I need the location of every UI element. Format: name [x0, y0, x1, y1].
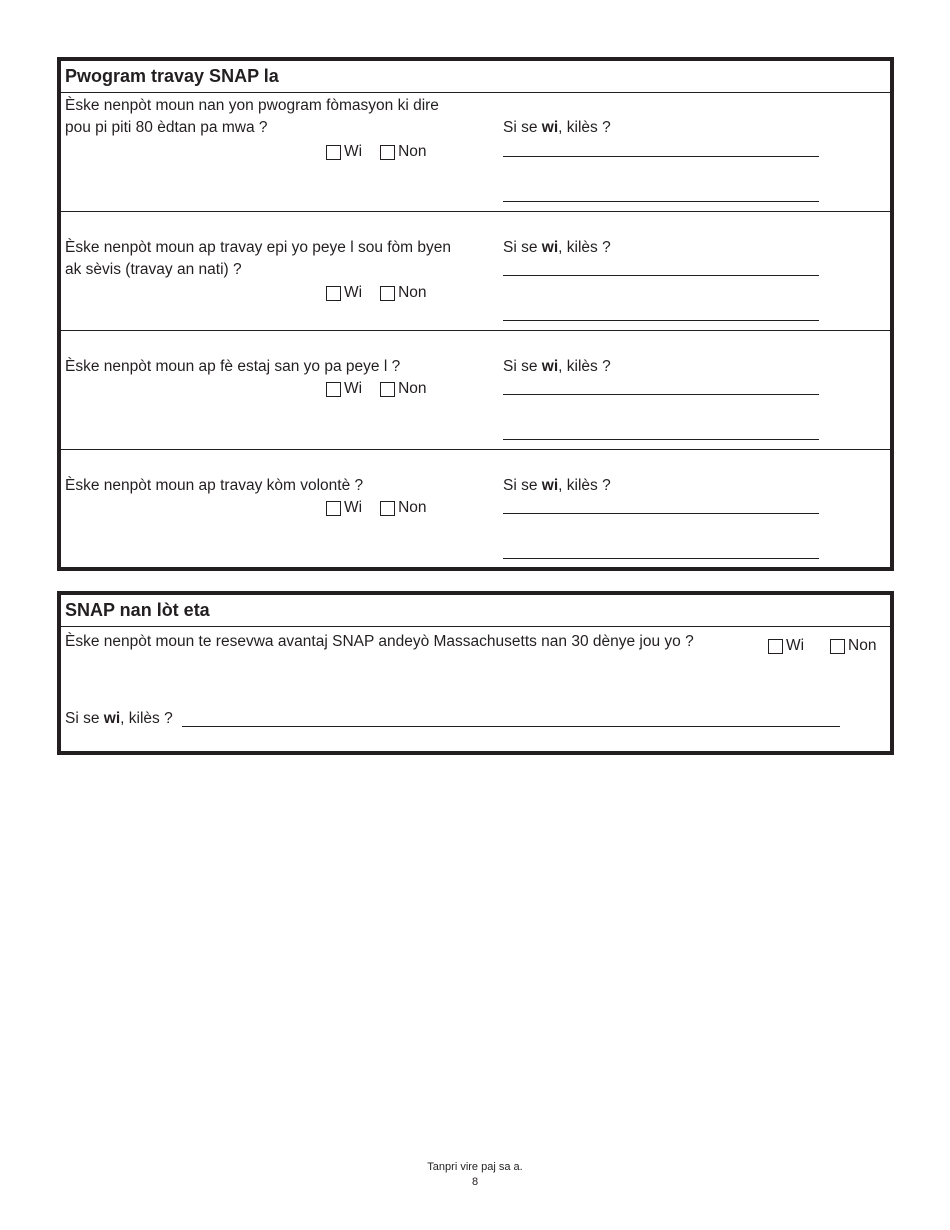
- work-program-section: [57, 57, 894, 571]
- question-row: [61, 93, 890, 212]
- answer-line[interactable]: [503, 558, 819, 559]
- page-footer-note: Tanpri vire paj sa a.: [427, 1161, 523, 1173]
- yes-no-group: [326, 379, 427, 399]
- answer-line[interactable]: [503, 394, 819, 395]
- yes-checkbox[interactable]: [326, 286, 341, 301]
- answer-line[interactable]: [182, 726, 840, 727]
- question-text: Èske nenpòt moun te resevwa avantaj SNAP andeyò Massachusetts nan 30 dènye jou yo ?: [65, 633, 694, 650]
- yes-label: Wi: [786, 637, 805, 654]
- yes-no-group: [326, 498, 427, 518]
- yes-label: Wi: [344, 380, 363, 397]
- no-checkbox[interactable]: [380, 382, 395, 397]
- follow-up-prompt: Si se wi, kilès ?: [65, 710, 173, 727]
- question-text: Èske nenpòt moun nan yon pwogram fòmasyon ki dire pou pi piti 80 èdtan pa mwa ?: [65, 97, 439, 136]
- answer-line[interactable]: [503, 513, 819, 514]
- no-checkbox[interactable]: [380, 286, 395, 301]
- no-label: Non: [398, 380, 427, 397]
- yes-no-group: [326, 283, 427, 303]
- yes-checkbox[interactable]: [326, 501, 341, 516]
- follow-up-prompt: Si se wi, kilès ?: [503, 239, 611, 256]
- answer-line[interactable]: [503, 201, 819, 202]
- question-text: Èske nenpòt moun ap fè estaj san yo pa peye l ?: [65, 358, 401, 375]
- no-checkbox[interactable]: [830, 639, 845, 654]
- follow-up-prompt: Si se wi, kilès ?: [503, 358, 611, 375]
- follow-up-prompt: Si se wi, kilès ?: [503, 119, 611, 136]
- answer-line[interactable]: [503, 156, 819, 157]
- yes-label: Wi: [344, 284, 363, 301]
- yes-no-group: [326, 142, 427, 162]
- yes-checkbox[interactable]: [768, 639, 783, 654]
- answer-line[interactable]: [503, 320, 819, 321]
- answer-line[interactable]: [503, 275, 819, 276]
- question-text: Èske nenpòt moun ap travay kòm volontè ?: [65, 477, 364, 494]
- yes-label: Wi: [344, 143, 363, 160]
- no-option: [830, 636, 876, 656]
- no-checkbox[interactable]: [380, 501, 395, 516]
- yes-label: Wi: [344, 499, 363, 516]
- follow-up-prompt: Si se wi, kilès ?: [503, 477, 611, 494]
- question-row: [61, 450, 890, 567]
- no-label: Non: [848, 637, 877, 654]
- no-checkbox[interactable]: [380, 145, 395, 160]
- no-label: Non: [398, 143, 427, 160]
- question-text: Èske nenpòt moun ap travay epi yo peye l sou fòm byen ak sèvis (travay an nati) ?: [65, 239, 452, 278]
- page-number: 8: [471, 1176, 479, 1188]
- yes-option: [768, 636, 804, 656]
- no-label: Non: [398, 499, 427, 516]
- section-title: SNAP nan lòt eta: [61, 595, 890, 627]
- yes-checkbox[interactable]: [326, 145, 341, 160]
- no-label: Non: [398, 284, 427, 301]
- answer-line[interactable]: [503, 439, 819, 440]
- yes-checkbox[interactable]: [326, 382, 341, 397]
- other-state-snap-section: [57, 591, 894, 755]
- question-row: [61, 212, 890, 331]
- question-row: [61, 331, 890, 450]
- section-title: Pwogram travay SNAP la: [61, 61, 890, 93]
